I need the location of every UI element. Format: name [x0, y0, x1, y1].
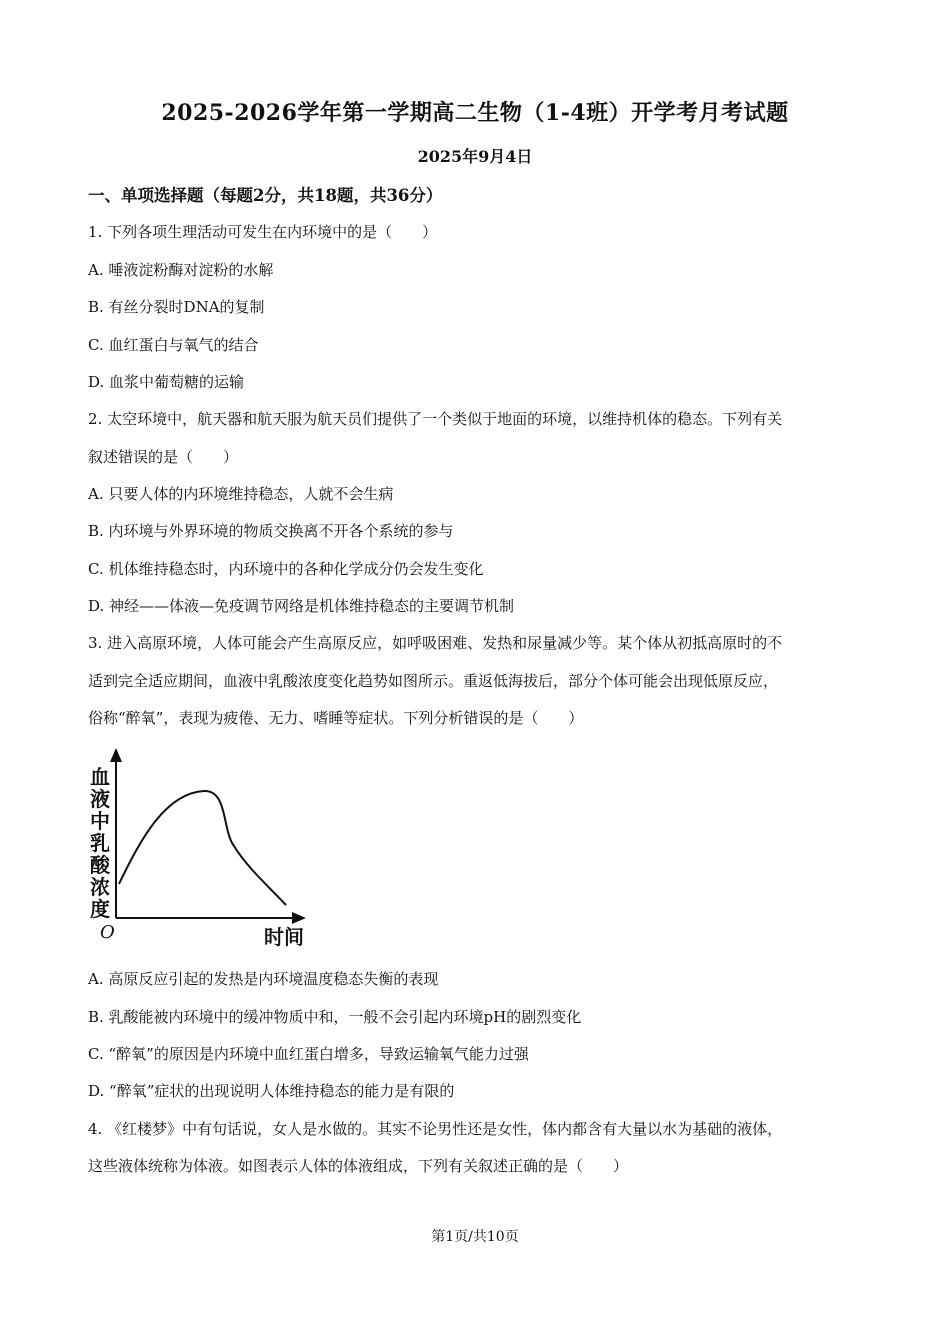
y-label-char: 酸 [90, 855, 110, 877]
question-3-stem-line-3: 俗称“醉氧”，表现为疲倦、无力、嗜睡等症状。下列分析错误的是（ ） [88, 709, 584, 727]
question-3-option-c: C. “醉氧”的原因是内环境中血红蛋白增多，导致运输氧气能力过强 [88, 1045, 529, 1063]
question-1-option-d: D. 血浆中葡萄糖的运输 [88, 373, 245, 391]
exam-title: 2025-2026学年第一学期高二生物（1-4班）开学考月考试题 [161, 100, 789, 126]
question-3-stem-line-1: 3. 进入高原环境，人体可能会产生高原反应，如呼吸困难、发热和尿量减少等。某个体从初抵高原时的不 [88, 634, 783, 652]
question-2-option-a: A. 只要人体的内环境维持稳态，人就不会生病 [88, 485, 394, 503]
page-number: 第1页/共10页 [431, 1229, 519, 1245]
question-1-option-b: B. 有丝分裂时DNA的复制 [88, 298, 265, 316]
question-4-stem-line-1: 4. 《红楼梦》中有句话说，女人是水做的。其实不论男性还是女性，体内都含有大量以水为基础的液体， [88, 1120, 783, 1138]
question-1-stem: 1. 下列各项生理活动可发生在内环境中的是（ ） [88, 223, 438, 241]
origin-label: O [100, 922, 115, 943]
question-2-stem-line-1: 2. 太空环境中，航天器和航天服为航天员们提供了一个类似于地面的环境，以维持机体的稳态。下列有关 [88, 410, 783, 428]
y-label-char: 血 [90, 767, 110, 789]
y-label-char: 中 [90, 811, 110, 833]
y-label-char: 浓 [90, 877, 110, 899]
y-label-char: 度 [90, 899, 110, 921]
x-axis-label: 时间 [264, 927, 304, 949]
question-1-option-a: A. 唾液淀粉酶对淀粉的水解 [88, 261, 274, 279]
question-2-option-b: B. 内环境与外界环境的物质交换离不开各个系统的参与 [88, 522, 454, 540]
question-3-option-b: B. 乳酸能被内环境中的缓冲物质中和，一般不会引起内环境pH的剧烈变化 [88, 1008, 582, 1026]
question-2-option-d: D. 神经——体液—免疫调节网络是机体维持稳态的主要调节机制 [88, 597, 515, 615]
lactate-curve-figure [86, 748, 316, 953]
y-label-char: 液 [90, 789, 110, 811]
question-4-stem-line-2: 这些液体统称为体液。如图表示人体的体液组成，下列有关叙述正确的是（ ） [88, 1157, 629, 1175]
question-3-option-d: D. “醉氧”症状的出现说明人体维持稳态的能力是有限的 [88, 1082, 455, 1100]
section-heading: 一、单项选择题（每题2分，共18题，共36分） [88, 186, 443, 205]
question-2-stem-line-2: 叙述错误的是（ ） [88, 448, 239, 466]
x-axis-arrow [292, 912, 306, 924]
exam-date: 2025年9月4日 [417, 147, 533, 166]
question-3-option-a: A. 高原反应引起的发热是内环境温度稳态失衡的表现 [88, 970, 439, 988]
y-axis-arrow [110, 748, 122, 762]
lactate-curve [119, 791, 286, 905]
question-2-option-c: C. 机体维持稳态时，内环境中的各种化学成分仍会发生变化 [88, 560, 484, 578]
y-label-char: 乳 [90, 833, 110, 855]
question-3-stem-line-2: 适到完全适应期间，血液中乳酸浓度变化趋势如图所示。重返低海拔后，部分个体可能会出现低原反应， [88, 672, 779, 690]
question-1-option-c: C. 血红蛋白与氧气的结合 [88, 336, 259, 354]
